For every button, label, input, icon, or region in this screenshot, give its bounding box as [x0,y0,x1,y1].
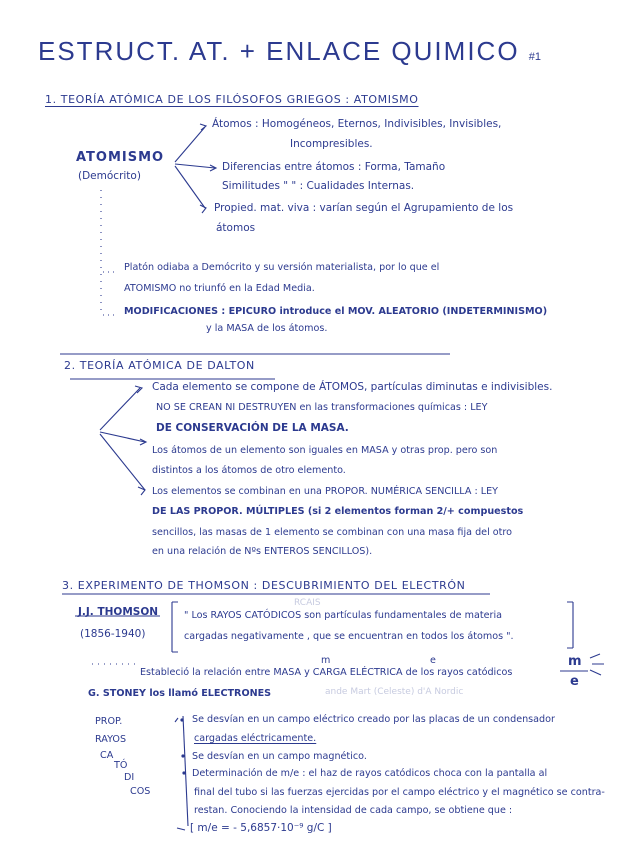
ray-prop-electric-cont: cargadas eléctricamente. [194,733,317,744]
fraction-m: m [568,654,583,669]
differences-line: Diferencias entre átomos : Forma, Tamaño [222,161,446,173]
stoney-note: G. STONEY los llamó ELECTRONES [88,688,272,699]
atoms-properties-cont: Incompresibles. [290,138,373,150]
dalton-postulate-3: Los elementos se combinan en una PROPOR. NUMÉRICA SENCILLA : LEY [152,486,499,497]
catodicos-2: TÓ [114,760,128,771]
mass-symbol: m [321,655,331,666]
platon-note: Platón odiaba a Demócrito y su versión materialista, por lo que el [124,262,440,273]
dalton-postulate-3-c: sencillos, las masas de 1 elemento se combinan con una masa fija del otro [152,527,513,538]
dalton-postulate-1: Cada elemento se compone de ÁTOMOS, partículas diminutas e indivisibles. [152,381,553,393]
thomson-name: J.J. THOMSON [78,606,159,618]
living-matter-line: Propied. mat. viva : varían según el Agrupamiento de los [214,202,514,214]
living-matter-cont: átomos [216,222,256,234]
catodicos-3: DI [124,772,135,783]
faint-annotation: RCAIS [294,598,321,608]
dalton-postulate-2: Los átomos de un elemento son iguales en MASA y otras prop. pero son [152,445,498,456]
ray-prop-me: Determinación de m/e : el haz de rayos catódicos choca con la pantalla al [192,768,548,779]
section-2-heading: 2. TEORÍA ATÓMICA DE DALTON [64,359,255,372]
similarities-line: Similitudes " " : Cualidades Internas. [222,180,415,192]
platon-note-cont: ATOMISMO no triunfó en la Edad Media. [124,283,315,294]
page-title [38,36,541,67]
dalton-postulate-3-d: en una relación de Nºs ENTEROS SENCILLOS). [152,546,373,557]
stoney-faint-text: ande Mart (Celeste) d'A Nordic [325,687,464,697]
dalton-postulate-1-c: DE CONSERVACIÓN DE LA MASA. [156,422,349,434]
modifications-note-cont: y la MASA de los átomos. [206,323,328,334]
ray-prop-me-c: restan. Conociendo la intensidad de cada campo, se obtiene que : [194,805,513,816]
me-formula: [ m/e = - 5,6857·10⁻⁹ g/C ] [190,822,332,834]
thomson-quote: " Los RAYOS CATÓDICOS son partículas fundamentales de materia [184,610,503,621]
mass-charge-relation: Estableció la relación entre MASA y CARGA ELÉCTRICA de los rayos catódicos [140,667,513,678]
catodicos-4: COS [130,786,151,797]
modifications-note: MODIFICACIONES : EPICURO introduce el MOV. ALEATORIO (INDETERMINISMO) [124,306,548,317]
section-1-heading: 1. TEORÍA ATÓMICA DE LOS FILÓSOFOS GRIEGOS : ATOMISMO [45,93,419,106]
charge-symbol: e [430,655,436,666]
dalton-postulate-2-b: distintos a los átomos de otro elemento. [152,465,346,476]
page-number: #1 [528,51,542,63]
thomson-quote-cont: cargadas negativamente , que se encuentran en todos los átomos ". [184,631,514,642]
title-text: ESTRUCT. AT. + ENLACE QUIMICO [38,36,520,66]
section-3-heading: 3. EXPERIMENTO DE THOMSON : DESCUBRIMIENTO DEL ELECTRÓN [62,579,466,592]
democrito-label: (Demócrito) [78,170,141,182]
ray-prop-electric: Se desvían en un campo eléctrico creado por las placas de un condensador [192,714,555,725]
catodicos-1: CA [100,750,114,761]
atomismo-label: ATOMISMO [76,150,165,165]
atoms-properties: Átomos : Homogéneos, Eternos, Indivisibles, Invisibles, [212,118,502,130]
ray-prop-magnetic: Se desvían en un campo magnético. [192,751,367,762]
prop-label: PROP. [95,716,123,727]
dalton-postulate-3-b: DE LAS PROPOR. MÚLTIPLES (si 2 elementos forman 2/+ compuestos [152,506,524,517]
ray-prop-me-b: final del tubo si las fuerzas ejercidas por el campo eléctrico y el magnético se contra- [194,787,605,798]
rayos-label: RAYOS [95,734,127,745]
fraction-e: e [570,674,580,689]
dalton-postulate-1-b: NO SE CREAN NI DESTRUYEN en las transformaciones químicas : LEY [156,402,488,413]
thomson-years: (1856-1940) [80,628,146,640]
